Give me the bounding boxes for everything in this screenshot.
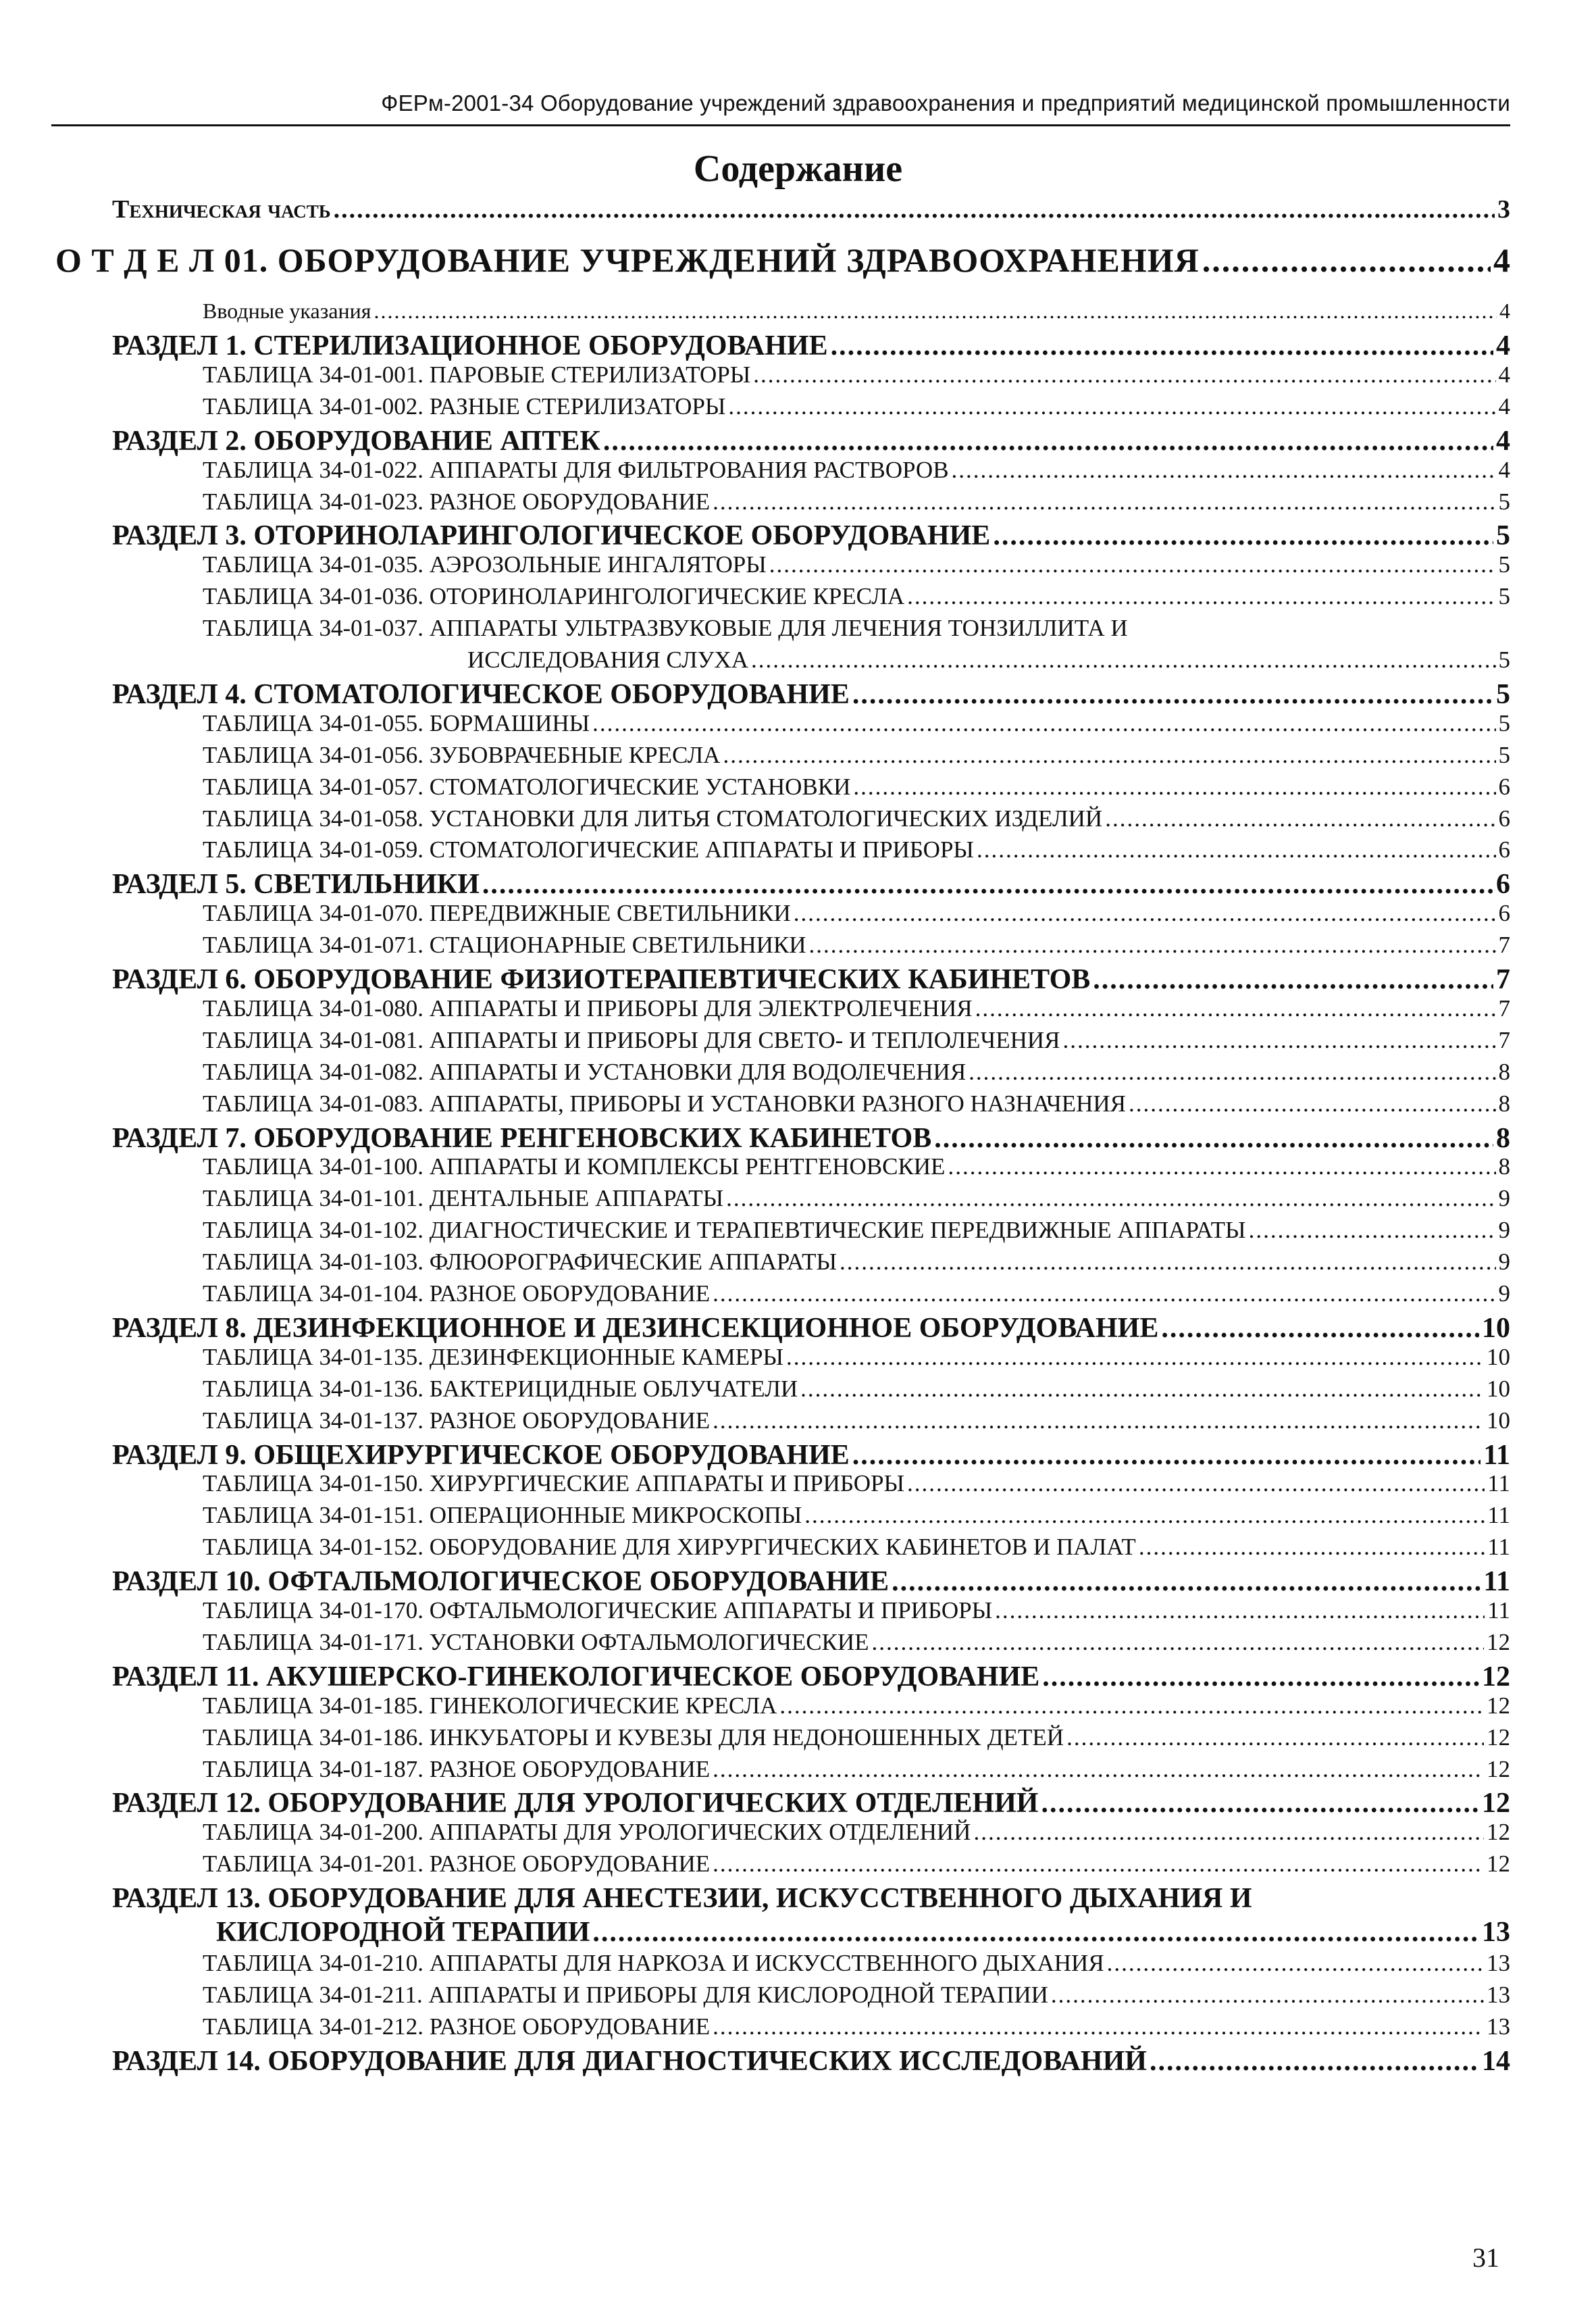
toc-entry-page: 13 [1487,1982,1510,2008]
toc-entry-label: ИССЛЕДОВАНИЯ СЛУХА [467,647,748,673]
toc-entry-label: ТАБЛИЦА 34-01-081. АППАРАТЫ И ПРИБОРЫ ДЛЯ СВЕТО- И ТЕПЛОЛЕЧЕНИЯ [203,1026,1060,1053]
leader-dots [969,1059,1495,1086]
toc-entry-section[interactable] [112,1312,1510,1344]
toc-entry-label: ТАБЛИЦА 34-01-071. СТАЦИОНАРНЫЕ СВЕТИЛЬНИКИ [203,932,806,959]
toc-entry-table[interactable] [203,1185,1510,1212]
toc-entry-table[interactable] [203,742,1510,769]
toc-entry-table[interactable] [203,1629,1510,1656]
toc-entry-page: 12 [1487,1724,1510,1751]
leader-dots [977,836,1496,863]
running-header: ФЕРм-2001-34 Оборудование учреждений здравоохранения и предприятий медицинской промышленности [381,91,1510,116]
toc-entry-table[interactable] [203,1217,1510,1244]
leader-dots [975,995,1496,1022]
toc-entry-table[interactable] [203,1153,1510,1180]
toc-entry-page: 4 [1496,330,1510,361]
toc-entry-page: 12 [1482,1788,1510,1819]
leader-dots [934,1122,1493,1155]
toc-entry-label: ТАБЛИЦА 34-01-080. АППАРАТЫ И ПРИБОРЫ ДЛЯ ЭЛЕКТРОЛЕЧЕНИЯ [203,995,973,1022]
leader-dots [1042,1661,1479,1693]
toc-entry-section[interactable] [112,1565,1510,1598]
toc-entry-table[interactable] [203,995,1510,1022]
toc-entry-page: 6 [1498,900,1510,927]
toc-entry-label: ТАБЛИЦА 34-01-210. АППАРАТЫ ДЛЯ НАРКОЗА И ИСКУССТВЕННОГО ДЫХАНИЯ [203,1950,1104,1977]
leader-dots [852,1439,1481,1472]
toc-entry-label: ТАБЛИЦА 34-01-103. ФЛЮОРОГРАФИЧЕСКИЕ АППАРАТЫ [203,1249,838,1276]
leader-dots [603,425,1493,457]
leader-dots [779,1692,1484,1719]
leader-dots [713,1851,1484,1878]
toc-entry-table[interactable] [203,710,1510,737]
toc-entry-page: 3 [1497,195,1510,224]
toc-entry-page: 12 [1487,1692,1510,1719]
toc-entry-label: КИСЛОРОДНОЙ ТЕРАПИИ [216,1917,590,1948]
leader-dots [1161,1312,1479,1344]
toc-entry-page: 13 [1487,1950,1510,1977]
toc-entry-page: 6 [1498,773,1510,800]
leader-dots [592,710,1495,737]
toc-entry-page: 6 [1496,869,1510,901]
toc-entry-label: ТАБЛИЦА 34-01-083. АППАРАТЫ, ПРИБОРЫ И УСТАНОВКИ РАЗНОГО НАЗНАЧЕНИЯ [203,1090,1127,1117]
leader-dots [831,330,1493,362]
toc-entry-page: 12 [1487,1628,1510,1655]
toc-entry-page: 9 [1498,1217,1510,1244]
toc-entry-table[interactable] [203,1280,1510,1307]
toc-entry-table[interactable] [203,1982,1510,2009]
toc-entry-page: 5 [1498,741,1510,768]
toc-entry-label: ТАБЛИЦА 34-01-201. РАЗНОЕ ОБОРУДОВАНИЕ [203,1851,711,1878]
toc-entry-table[interactable] [203,1027,1510,1054]
leader-dots [1041,1787,1479,1819]
toc-entry-continuation[interactable] [467,647,1510,674]
toc-entry-label: ТАБЛИЦА 34-01-070. ПЕРЕДВИЖНЫЕ СВЕТИЛЬНИКИ [203,900,791,927]
leader-dots [804,1502,1485,1529]
toc-entry-label: ТАБЛИЦА 34-01-002. РАЗНЫЕ СТЕРИЛИЗАТОРЫ [203,393,726,420]
leader-dots [726,1185,1495,1212]
toc-entry-label: ТАБЛИЦА 34-01-101. ДЕНТАЛЬНЫЕ АППАРАТЫ [203,1185,724,1212]
toc-entry-page: 7 [1498,1026,1510,1053]
toc-entry-label: ТАБЛИЦА 34-01-056. ЗУБОВРАЧЕБНЫЕ КРЕСЛА [203,741,721,768]
toc-entry-page: 5 [1498,647,1510,673]
toc-entry-label: Техническая часть [112,195,331,224]
toc-entry-page: 5 [1496,678,1510,710]
toc-entry-table[interactable] [203,805,1510,832]
toc-entry-label: ТАБЛИЦА 34-01-137. РАЗНОЕ ОБОРУДОВАНИЕ [203,1407,711,1434]
toc-entry-table[interactable]: ТАБЛИЦА 34-01-037. АППАРАТЫ УЛЬТРАЗВУКОВЫЕ ДЛЯ ЛЕЧЕНИЯ ТОНЗИЛЛИТА И [203,615,1128,642]
toc-entry-table[interactable] [203,1724,1510,1751]
toc-entry-table[interactable] [203,836,1510,863]
toc-entry-table[interactable] [203,774,1510,801]
toc-entry-page: 12 [1487,1819,1510,1846]
leader-dots [1202,241,1491,280]
leader-dots [852,678,1493,711]
toc-entry-table[interactable] [203,1090,1510,1117]
toc-entry-label: ТАБЛИЦА 34-01-150. ХИРУРГИЧЕСКИЕ АППАРАТЫ И ПРИБОРЫ [203,1470,904,1497]
toc-entry-table[interactable] [203,1470,1510,1497]
leader-dots [1066,1724,1484,1751]
toc-entry-page: 14 [1482,2045,1510,2077]
toc-entry-label: ТАБЛИЦА 34-01-082. АППАРАТЫ И УСТАНОВКИ ДЛЯ ВОДОЛЕЧЕНИЯ [203,1058,967,1085]
toc-entry-page: 11 [1487,1470,1510,1497]
leader-dots [334,195,1495,224]
toc-entry-label: ТАБЛИЦА 34-01-171. УСТАНОВКИ ОФТАЛЬМОЛОГИЧЕСКИЕ [203,1628,869,1655]
toc-entry-label: РАЗДЕЛ 6. ОБОРУДОВАНИЕ ФИЗИОТЕРАПЕВТИЧЕСКИХ КАБИНЕТОВ [112,964,1091,995]
toc-entry-page: 8 [1498,1153,1510,1180]
toc-entry-table[interactable] [203,1059,1510,1086]
toc-entry-page: 8 [1496,1122,1510,1154]
toc-entry-label: РАЗДЕЛ 12. ОБОРУДОВАНИЕ ДЛЯ УРОЛОГИЧЕСКИХ ОТДЕЛЕНИЙ [112,1788,1039,1819]
leader-dots [374,299,1497,324]
toc-entry-label: ТАБЛИЦА 34-01-059. СТОМАТОЛОГИЧЕСКИЕ АППАРАТЫ И ПРИБОРЫ [203,836,974,863]
leader-dots [794,900,1496,927]
toc-entry-page: 7 [1498,932,1510,959]
leader-dots [786,1344,1484,1371]
toc-entry-page: 5 [1498,709,1510,736]
toc-entry-table[interactable] [203,1407,1510,1434]
toc-entry-page: 6 [1498,805,1510,832]
leader-dots [1249,1217,1496,1244]
toc-entry-page: 12 [1487,1851,1510,1878]
toc-entry-page: 11 [1483,1566,1510,1598]
leader-dots [751,647,1496,674]
toc-entry-section[interactable] [112,1787,1510,1819]
toc-entry-table[interactable] [203,1534,1510,1561]
toc-entry-section[interactable] [112,425,1510,457]
toc-entry-label: ТАБЛИЦА 34-01-055. БОРМАШИНЫ [203,709,590,736]
toc-entry-table[interactable] [203,1249,1510,1276]
toc-entry-label: РАЗДЕЛ 8. ДЕЗИНФЕКЦИОННОЕ И ДЕЗИНСЕКЦИОННОЕ ОБОРУДОВАНИЕ [112,1312,1159,1344]
toc-entry-section[interactable] [112,1661,1510,1693]
toc-entry-page: 11 [1487,1502,1510,1529]
toc-entry-table[interactable] [203,1950,1510,1977]
toc-entry-page: 4 [1496,425,1510,457]
leader-dots [723,742,1495,769]
leader-dots [1129,1090,1495,1117]
leader-dots [1139,1534,1485,1561]
leader-dots [592,1916,1479,1948]
leader-dots [713,2013,1484,2040]
toc-entry-section[interactable] [112,1439,1510,1472]
leader-dots [713,488,1495,515]
leader-dots [713,1756,1484,1783]
toc-entry-page: 11 [1483,1439,1510,1471]
toc-entry-page: 4 [1498,456,1510,483]
toc-entry-page: 11 [1487,1597,1510,1624]
toc-entry-page: 5 [1496,520,1510,552]
toc-entry-label: РАЗДЕЛ 14. ОБОРУДОВАНИЕ ДЛЯ ДИАГНОСТИЧЕСКИХ ИССЛЕДОВАНИЙ [112,2045,1147,2077]
toc-entry-label: ТАБЛИЦА 34-01-001. ПАРОВЫЕ СТЕРИЛИЗАТОРЫ [203,361,751,388]
toc-entry-label: ТАБЛИЦА 34-01-152. ОБОРУДОВАНИЕ ДЛЯ ХИРУРГИЧЕСКИХ КАБИНЕТОВ И ПАЛАТ [203,1534,1136,1561]
toc-entry-label: ТАБЛИЦА 34-01-200. АППАРАТЫ ДЛЯ УРОЛОГИЧЕСКИХ ОТДЕЛЕНИЙ [203,1819,971,1846]
toc-entry-page: 13 [1487,2013,1510,2040]
toc-entry-table[interactable] [203,1756,1510,1783]
leader-dots [800,1376,1484,1403]
toc-entry-table[interactable] [203,1819,1510,1846]
toc-entry-label: ТАБЛИЦА 34-01-187. РАЗНОЕ ОБОРУДОВАНИЕ [203,1755,711,1782]
leader-dots [948,1153,1495,1180]
toc-entry-table[interactable] [203,1376,1510,1403]
leader-dots [973,1819,1484,1846]
toc-entry-table[interactable] [203,1692,1510,1719]
leader-dots [907,583,1495,610]
toc-entry-section[interactable] [112,678,1510,711]
leader-dots [1093,963,1493,996]
page-number: 31 [1472,2242,1499,2273]
toc-entry-otdel[interactable] [55,241,1510,280]
page-title: Содержание [693,148,903,190]
toc-entry-page: 4 [1498,393,1510,420]
toc-entry-label: ТАБЛИЦА 34-01-185. ГИНЕКОЛОГИЧЕСКИЕ КРЕСЛА [203,1692,777,1719]
toc-entry-label: РАЗДЕЛ 4. СТОМАТОЛОГИЧЕСКОЕ ОБОРУДОВАНИЕ [112,678,850,710]
toc-entry-page: 4 [1493,241,1510,279]
toc-entry-label: ТАБЛИЦА 34-01-058. УСТАНОВКИ ДЛЯ ЛИТЬЯ СТОМАТОЛОГИЧЕСКИХ ИЗДЕЛИЙ [203,805,1103,832]
toc-entry-table[interactable] [203,583,1510,610]
toc-entry-section[interactable]: РАЗДЕЛ 13. ОБОРУДОВАНИЕ ДЛЯ АНЕСТЕЗИИ, ИСКУССТВЕННОГО ДЫХАНИЯ И [112,1883,1252,1915]
toc-entry-intro[interactable] [203,299,1510,324]
toc-entry-section[interactable] [112,963,1510,996]
toc-entry-section[interactable] [112,330,1510,362]
toc-entry-page: 12 [1482,1661,1510,1692]
toc-entry-page: 10 [1482,1312,1510,1344]
leader-dots [993,520,1493,552]
toc-entry-section[interactable] [112,1122,1510,1155]
toc-entry-label: РАЗДЕЛ 11. АКУШЕРСКО-ГИНЕКОЛОГИЧЕСКОЕ ОБОРУДОВАНИЕ [112,1661,1040,1692]
toc-entry-label: ТАБЛИЦА 34-01-135. ДЕЗИНФЕКЦИОННЫЕ КАМЕРЫ [203,1343,784,1370]
leader-dots [482,868,1493,901]
toc-entry-page: 9 [1498,1249,1510,1276]
toc-entry-table[interactable] [203,932,1510,959]
leader-dots [840,1249,1495,1276]
toc-entry-label: ТАБЛИЦА 34-01-036. ОТОРИНОЛАРИНГОЛОГИЧЕСКИЕ КРЕСЛА [203,583,905,610]
toc-entry-label: РАЗДЕЛ 2. ОБОРУДОВАНИЕ АПТЕК [112,425,600,457]
toc-entry-table[interactable] [203,1597,1510,1624]
leader-dots [753,361,1495,388]
toc-entry-label: Вводные указания [203,299,371,323]
toc-entry-page: 8 [1498,1090,1510,1117]
leader-dots [713,1280,1495,1307]
toc-entry-table[interactable] [203,361,1510,388]
leader-dots [1105,805,1495,832]
toc-entry-continuation[interactable] [216,1916,1510,1948]
leader-dots [892,1565,1481,1598]
toc-entry-page: 5 [1498,488,1510,515]
toc-entry-page: 4 [1499,299,1510,323]
toc-entry-page: 6 [1498,836,1510,863]
toc-entry-table[interactable] [203,1851,1510,1878]
leader-dots [1062,1027,1495,1054]
leader-dots [952,457,1496,484]
toc-entry-page: 10 [1487,1407,1510,1434]
leader-dots [872,1629,1484,1656]
toc-entry-page: 10 [1487,1375,1510,1402]
toc-entry-label: ТАБЛИЦА 34-01-022. АППАРАТЫ ДЛЯ ФИЛЬТРОВАНИЯ РАСТВОРОВ [203,456,949,483]
toc-entry-page: 9 [1498,1280,1510,1307]
toc-entry-page: 4 [1498,361,1510,388]
toc-entry-label: РАЗДЕЛ 9. ОБЩЕХИРУРГИЧЕСКОЕ ОБОРУДОВАНИЕ [112,1439,850,1471]
toc-entry-page: 8 [1498,1058,1510,1085]
toc-entry-page: 12 [1487,1755,1510,1782]
leader-dots [853,774,1495,801]
toc-entry-page: 10 [1487,1343,1510,1370]
toc-entry-label: ТАБЛИЦА 34-01-023. РАЗНОЕ ОБОРУДОВАНИЕ [203,488,711,515]
toc-entry-label: ТАБЛИЦА 34-01-212. РАЗНОЕ ОБОРУДОВАНИЕ [203,2013,711,2040]
leader-dots [907,1470,1485,1497]
leader-dots [995,1597,1485,1624]
toc-entry-label: РАЗДЕЛ 3. ОТОРИНОЛАРИНГОЛОГИЧЕСКОЕ ОБОРУДОВАНИЕ [112,520,991,552]
toc-entry-label: ТАБЛИЦА 34-01-170. ОФТАЛЬМОЛОГИЧЕСКИЕ АППАРАТЫ И ПРИБОРЫ [203,1597,993,1624]
toc-entry-label: РАЗДЕЛ 1. СТЕРИЛИЗАЦИОННОЕ ОБОРУДОВАНИЕ [112,330,828,361]
toc-entry-table[interactable] [203,1502,1510,1529]
leader-dots [769,551,1496,578]
toc-entry-page: 5 [1498,551,1510,578]
toc-entry-page: 7 [1498,995,1510,1022]
toc-entry-label: РАЗДЕЛ 10. ОФТАЛЬМОЛОГИЧЕСКОЕ ОБОРУДОВАНИЕ [112,1566,890,1598]
toc-entry-section[interactable] [112,868,1510,901]
toc-entry-page: 5 [1498,583,1510,610]
toc-entry-label: ТАБЛИЦА 34-01-136. БАКТЕРИЦИДНЫЕ ОБЛУЧАТЕЛИ [203,1375,798,1402]
toc-entry-table[interactable] [203,457,1510,484]
toc-entry-label: РАЗДЕЛ 7. ОБОРУДОВАНИЕ РЕНГЕНОВСКИХ КАБИНЕТОВ [112,1122,932,1154]
toc-entry-page: 9 [1498,1185,1510,1212]
toc-entry-label: ТАБЛИЦА 34-01-100. АППАРАТЫ И КОМПЛЕКСЫ РЕНТГЕНОВСКИЕ [203,1153,946,1180]
toc-entry-label: ТАБЛИЦА 34-01-057. СТОМАТОЛОГИЧЕСКИЕ УСТАНОВКИ [203,773,851,800]
toc-entry-table[interactable] [203,393,1510,420]
toc-entry-label: ТАБЛИЦА 34-01-102. ДИАГНОСТИЧЕСКИЕ И ТЕРАПЕВТИЧЕСКИЕ ПЕРЕДВИЖНЫЕ АППАРАТЫ [203,1217,1246,1244]
toc-entry-label: О Т Д Е Л 01. ОБОРУДОВАНИЕ УЧРЕЖДЕНИЙ ЗДРАВООХРАНЕНИЯ [55,241,1200,279]
leader-dots [1150,2045,1479,2078]
toc-entry-label: ТАБЛИЦА 34-01-211. АППАРАТЫ И ПРИБОРЫ ДЛЯ КИСЛОРОДНОЙ ТЕРАПИИ [203,1982,1048,2008]
toc-entry-technical-part[interactable] [112,195,1510,224]
leader-dots [728,393,1495,420]
toc-entry-table[interactable] [203,551,1510,578]
toc-entry-section[interactable] [112,520,1510,552]
toc-entry-section[interactable] [112,2045,1510,2078]
leader-dots [713,1407,1484,1434]
toc-entry-table[interactable] [203,1344,1510,1371]
toc-entry-label: РАЗДЕЛ 5. СВЕТИЛЬНИКИ [112,869,480,901]
toc-entry-label: ТАБЛИЦА 34-01-104. РАЗНОЕ ОБОРУДОВАНИЕ [203,1280,711,1307]
toc-entry-page: 13 [1482,1917,1510,1948]
toc-entry-table[interactable] [203,900,1510,927]
toc-entry-table[interactable] [203,488,1510,515]
leader-dots [809,932,1496,959]
toc-entry-label: ТАБЛИЦА 34-01-186. ИНКУБАТОРЫ И КУВЕЗЫ ДЛЯ НЕДОНОШЕННЫХ ДЕТЕЙ [203,1724,1064,1751]
leader-dots [1051,1982,1484,2009]
header-rule [51,124,1510,126]
toc-entry-label: ТАБЛИЦА 34-01-151. ОПЕРАЦИОННЫЕ МИКРОСКОПЫ [203,1502,802,1529]
toc-entry-page: 7 [1496,964,1510,995]
toc-entry-table[interactable] [203,2013,1510,2040]
leader-dots [1107,1950,1484,1977]
toc-entry-label: ТАБЛИЦА 34-01-035. АЭРОЗОЛЬНЫЕ ИНГАЛЯТОРЫ [203,551,767,578]
toc-entry-page: 11 [1487,1534,1510,1561]
